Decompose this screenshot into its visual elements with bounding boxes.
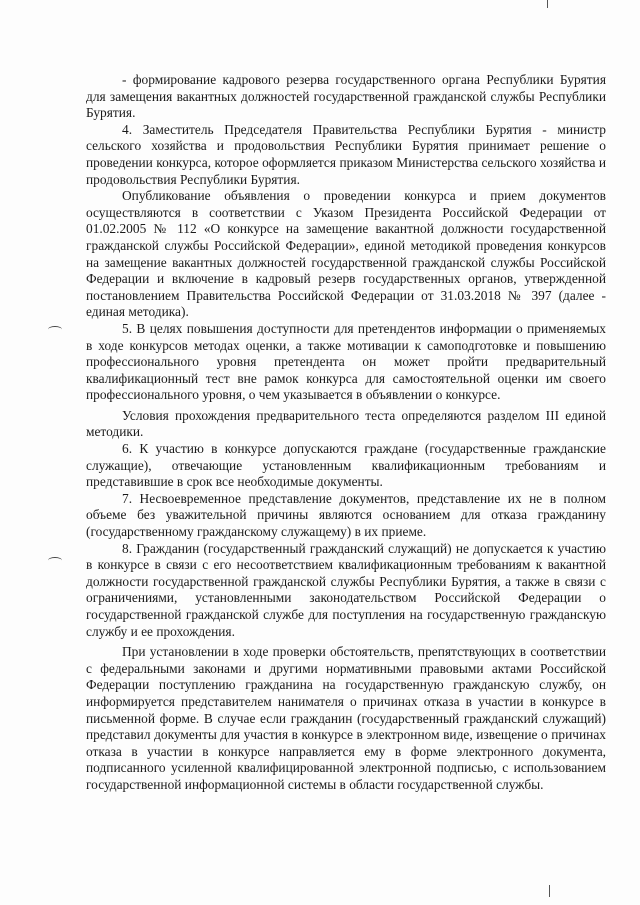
- paragraph-8-not-admitted: 8. Гражданин (государственный гражданский служащий) не допускается к участию в конкурсе в связи с его несоответствием квалификационным требованиям к вакантной должности государственной гражданской службы Республики Бурятия, а также в связи с ограничениями, установленными законодательством Российской Федерации о государственной гражданской службе для поступления на государственную гражданскую службу и ее прохождения.: [86, 540, 606, 639]
- paragraph-7-late-documents: 7. Несвоевременное представление документов, представление их не в полном объеме без уважительной причины являются основанием для отказа гражданину (государственному гражданскому служащему) в их приеме.: [86, 490, 606, 540]
- paragraph-5-pretest: 5. В целях повышения доступности для претендентов информации о применяемых в ходе конкурсов методах оценки, а также мотивации к самоподготовке и повышению профессионального уровня претендента он может пройти предварительный квалификационный тест вне рамок конкурса для самостоятельной оценки им своего профессионального уровня, о чем указывается в объявлении о конкурсе.: [86, 320, 606, 403]
- paragraph-refusal-notice: При установлении в ходе проверки обстоятельств, препятствующих в соответствии с федеральными законами и другими нормативными правовыми актами Российской Федерации поступлению гражданина на государственную гражданскую службу, он информируется представителем нанимателя о причинах отказа в участии в конкурсе в письменной форме. В случае если гражданин (государственный гражданский служащий) представил документы для участия в конкурсе в электронном виде, извещение о причинах отказа в участии в конкурсе направляется ему в форме электронного документа, подписанного усиленной квалифицированной электронной подписью, с использованием государственной информационной системы в области государственной службы.: [86, 644, 606, 792]
- paragraph-6-admission: 6. К участию в конкурсе допускаются граждане (государственные гражданские служащие), отвечающие установленным квалификационным требованиям и представившие в срок все необходимые документы.: [86, 441, 606, 490]
- document-body: [86, 72, 606, 794]
- scan-edge-mark-bottom: [549, 885, 550, 897]
- paragraph-4-decision: 4. Заместитель Председателя Правительства Республики Бурятия - министр сельского хозяйства и продовольствия Республики Бурятия принимает решение о проведении конкурса, которое оформляется приказом Министерства сельского хозяйства и продовольствия Республики Бурятия.: [86, 121, 606, 187]
- paragraph-pretest-conditions: Условия прохождения предварительного теста определяются разделом III единой методики.: [86, 407, 606, 440]
- punch-hole-mark: [48, 326, 62, 333]
- punch-hole-mark: [48, 557, 62, 564]
- paragraph-staff-reserve: - формирование кадрового резерва государственного органа Республики Бурятия для замещения вакантных должностей государственной гражданской службы Республики Бурятия.: [86, 72, 606, 121]
- paragraph-publication: Опубликование объявления о проведении конкурса и прием документов осуществляются в соответствии с Указом Президента Российской Федерации от 01.02.2005 № 112 «О конкурсе на замещение вакантной должности государственной гражданской службы Российской Федерации», единой методикой проведения конкурсов на замещение вакантных должностей государственной гражданской службы Российской Федерации и включение в кадровый резерв государственных органов, утвержденной постановлением Правительства Российской Федерации от 31.03.2018 № 397 (далее - единая методика).: [86, 188, 606, 320]
- scan-edge-mark-top: [547, 0, 548, 8]
